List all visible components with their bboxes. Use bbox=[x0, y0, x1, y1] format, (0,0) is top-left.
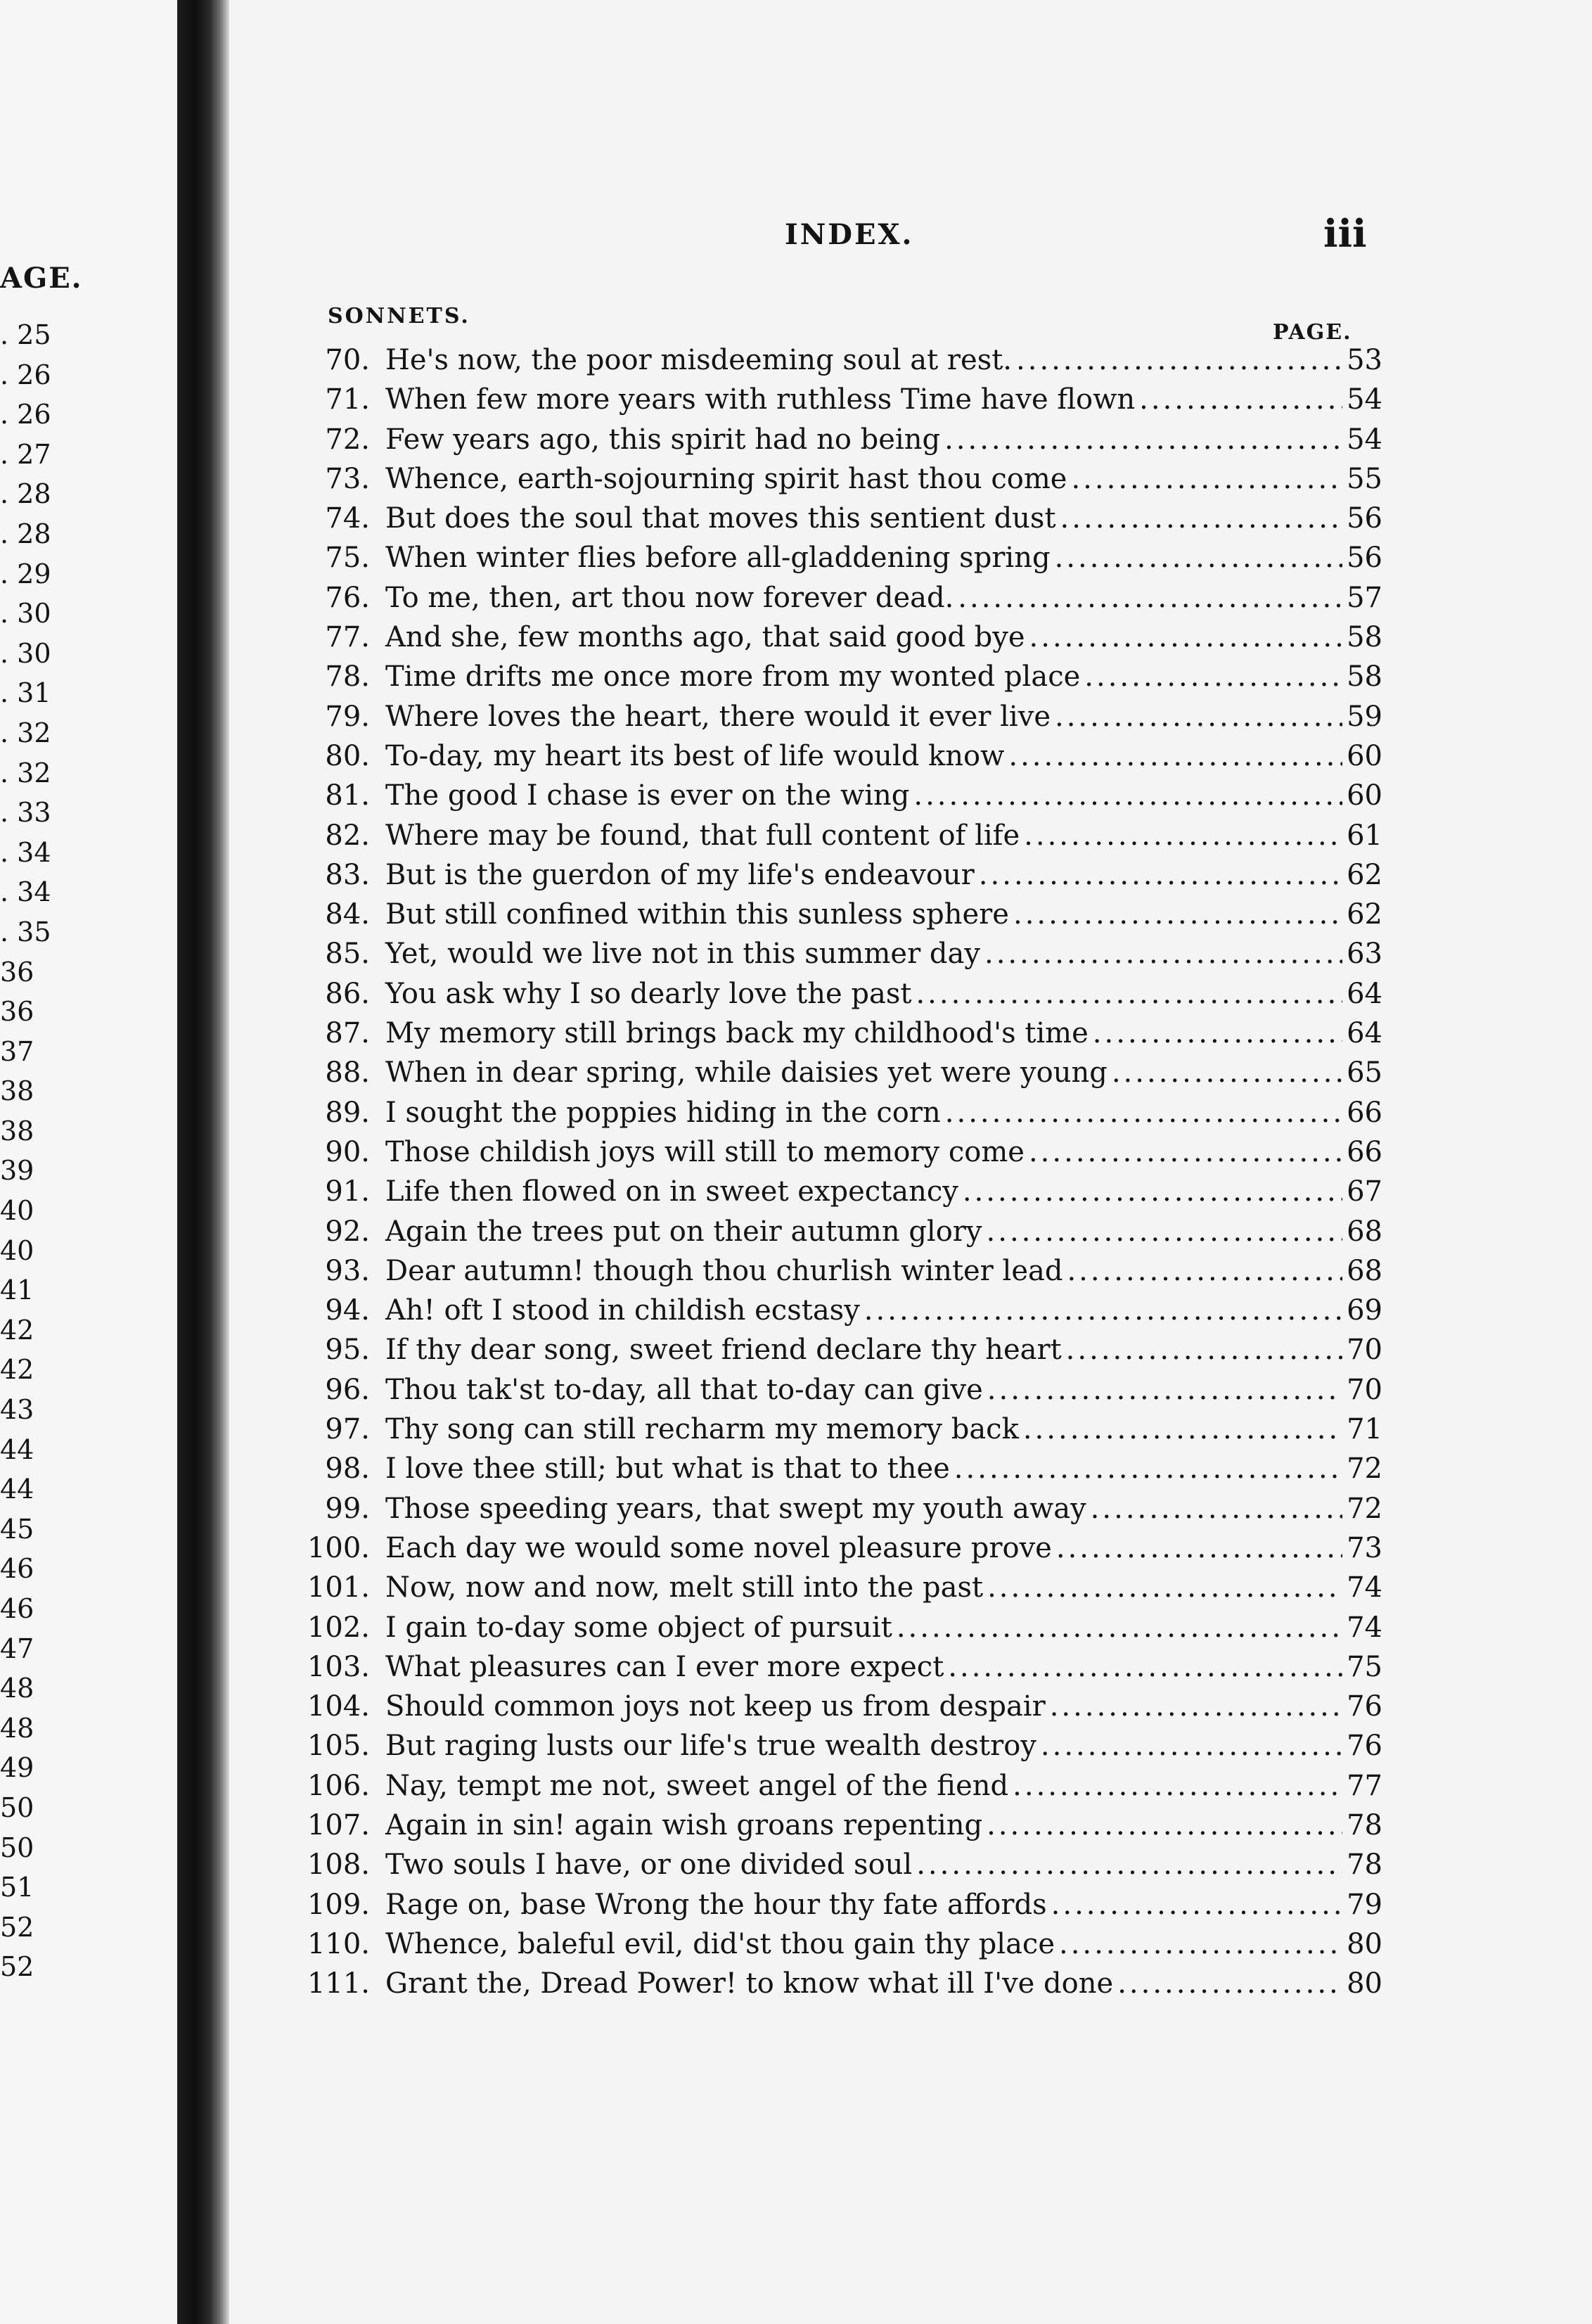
entry-number: 99. bbox=[325, 1492, 370, 1525]
entry-title: Few years ago, this spirit had no being bbox=[385, 423, 941, 456]
facing-page-number: . 30 bbox=[0, 598, 51, 630]
facing-page-number: . 31 bbox=[0, 677, 51, 709]
entry-number: 80. bbox=[325, 739, 370, 772]
index-entry bbox=[278, 1608, 1382, 1647]
entry-title: The good I chase is ever on the wing bbox=[385, 779, 910, 812]
entry-number: 83. bbox=[325, 858, 370, 891]
entry-page-number: 68 bbox=[1347, 1254, 1382, 1287]
entry-page-number: 74 bbox=[1347, 1611, 1382, 1644]
entry-title: He's now, the poor misdeeming soul at rest. bbox=[385, 344, 1013, 376]
entry-page-number: 78 bbox=[1347, 1808, 1382, 1841]
dot-leader bbox=[1112, 1053, 1342, 1092]
entry-page-number: 66 bbox=[1347, 1096, 1382, 1129]
facing-page-number: 46 bbox=[0, 1553, 34, 1585]
facing-page-number: 46 bbox=[0, 1593, 34, 1624]
entry-title: I love thee still; but what is that to thee bbox=[385, 1452, 950, 1486]
dot-leader bbox=[987, 1212, 1343, 1251]
entry-title: Thou tak'st to-day, all that to-day can give bbox=[385, 1373, 983, 1406]
entry-title: When few more years with ruthless Time have flown bbox=[385, 383, 1136, 416]
dot-leader bbox=[913, 776, 1342, 815]
entry-page-number: 80 bbox=[1347, 1927, 1382, 1960]
entry-title: Life then flowed on in sweet expectancy bbox=[385, 1175, 958, 1208]
entry-number: 75. bbox=[325, 542, 370, 575]
facing-page-number: . 34 bbox=[0, 876, 51, 908]
facing-page-number: 43 bbox=[0, 1394, 34, 1426]
dot-leader bbox=[1029, 1132, 1342, 1172]
entry-page-number: 75 bbox=[1347, 1650, 1382, 1683]
entry-page-number: 70 bbox=[1347, 1334, 1382, 1367]
dot-leader bbox=[1051, 1885, 1342, 1924]
entry-page-number: 78 bbox=[1347, 1849, 1382, 1882]
entry-number: 93. bbox=[325, 1254, 370, 1287]
dot-leader bbox=[1084, 657, 1342, 696]
entry-number: 96. bbox=[325, 1373, 370, 1406]
dot-leader bbox=[916, 1845, 1342, 1884]
dot-leader bbox=[1050, 1687, 1342, 1726]
facing-page-number: 40 bbox=[0, 1234, 34, 1266]
entry-title: But does the soul that moves this sentient dust bbox=[385, 502, 1056, 535]
facing-page-number: 42 bbox=[0, 1314, 34, 1346]
index-entry bbox=[278, 340, 1382, 380]
entry-page-number: 76 bbox=[1347, 1730, 1382, 1763]
facing-page-number: . 33 bbox=[0, 797, 51, 829]
entry-number: 78. bbox=[325, 660, 370, 694]
facing-page-number: 39 bbox=[0, 1155, 34, 1187]
facing-page-number: 51 bbox=[0, 1872, 34, 1903]
entry-number: 79. bbox=[325, 700, 370, 733]
index-entry bbox=[278, 1766, 1382, 1806]
dot-leader bbox=[1091, 1489, 1342, 1528]
index-entry bbox=[278, 934, 1382, 973]
entry-title: But still confined within this sunless sphere bbox=[385, 898, 1009, 931]
facing-page-number: 40 bbox=[0, 1195, 34, 1227]
entry-page-number: 56 bbox=[1347, 502, 1382, 535]
entry-number: 109. bbox=[307, 1888, 370, 1921]
entry-number: 108. bbox=[307, 1849, 370, 1882]
entry-number: 73. bbox=[325, 462, 370, 495]
dot-leader bbox=[1013, 1766, 1342, 1806]
entry-title: To me, then, art thou now forever dead. bbox=[385, 581, 954, 614]
facing-page-number: 38 bbox=[0, 1075, 34, 1107]
entry-page-number: 62 bbox=[1347, 858, 1382, 891]
entry-title: But raging lusts our life's true wealth destroy bbox=[385, 1730, 1036, 1763]
entry-number: 101. bbox=[307, 1571, 370, 1604]
dot-leader bbox=[916, 974, 1342, 1014]
entry-page-number: 71 bbox=[1347, 1413, 1382, 1446]
entry-page-number: 74 bbox=[1347, 1571, 1382, 1604]
entry-page-number: 53 bbox=[1347, 344, 1382, 376]
index-entry bbox=[278, 380, 1382, 419]
index-entry bbox=[278, 538, 1382, 577]
entry-title: Whence, baleful evil, did'st thou gain thy place bbox=[385, 1927, 1055, 1960]
dot-leader bbox=[1066, 1330, 1342, 1370]
facing-page-number: . 25 bbox=[0, 319, 51, 350]
entry-page-number: 60 bbox=[1347, 739, 1382, 772]
page-number: iii bbox=[1323, 211, 1367, 256]
index-entry bbox=[278, 578, 1382, 618]
entry-number: 85. bbox=[325, 938, 370, 971]
entry-title: Should common joys not keep us from despair bbox=[385, 1690, 1046, 1723]
facing-page-number: . 29 bbox=[0, 558, 51, 589]
dot-leader bbox=[944, 420, 1342, 459]
entry-number: 92. bbox=[325, 1215, 370, 1248]
dot-leader bbox=[1041, 1726, 1342, 1766]
entry-page-number: 58 bbox=[1347, 660, 1382, 694]
index-entry bbox=[278, 1489, 1382, 1528]
entry-number: 89. bbox=[325, 1096, 370, 1129]
entry-page-number: 79 bbox=[1347, 1888, 1382, 1921]
entry-title: Where loves the heart, there would it ever live bbox=[385, 700, 1051, 733]
entry-page-number: 59 bbox=[1347, 700, 1382, 733]
entry-number: 71. bbox=[325, 383, 370, 416]
entry-number: 81. bbox=[325, 779, 370, 812]
section-label: SONNETS. bbox=[328, 304, 470, 328]
entry-page-number: 67 bbox=[1347, 1175, 1382, 1208]
index-entry bbox=[278, 1330, 1382, 1370]
index-entry bbox=[278, 776, 1382, 815]
index-entry bbox=[278, 1845, 1382, 1884]
entry-number: 88. bbox=[325, 1056, 370, 1090]
entry-number: 87. bbox=[325, 1017, 370, 1050]
entry-number: 82. bbox=[325, 819, 370, 852]
entry-number: 97. bbox=[325, 1413, 370, 1446]
facing-page-number: . 30 bbox=[0, 637, 51, 669]
entry-number: 100. bbox=[307, 1531, 370, 1564]
entry-number: 84. bbox=[325, 898, 370, 931]
entry-page-number: 61 bbox=[1347, 819, 1382, 852]
entry-number: 70. bbox=[325, 344, 370, 376]
dot-leader bbox=[1056, 1528, 1342, 1568]
index-entry bbox=[278, 1885, 1382, 1924]
entry-title: Time drifts me once more from my wonted place bbox=[385, 660, 1081, 694]
entry-page-number: 54 bbox=[1347, 383, 1382, 416]
entry-number: 86. bbox=[325, 977, 370, 1010]
facing-page-number: 47 bbox=[0, 1633, 34, 1664]
facing-page-number: . 26 bbox=[0, 359, 51, 390]
entry-page-number: 54 bbox=[1347, 423, 1382, 456]
facing-page-number: . 34 bbox=[0, 836, 51, 868]
facing-page-number: . 28 bbox=[0, 518, 51, 549]
index-entry bbox=[278, 1014, 1382, 1053]
entry-number: 106. bbox=[307, 1769, 370, 1802]
index-entry bbox=[278, 1212, 1382, 1251]
entry-page-number: 63 bbox=[1347, 938, 1382, 971]
entry-number: 90. bbox=[325, 1135, 370, 1168]
index-entry bbox=[278, 736, 1382, 776]
dot-leader bbox=[948, 1647, 1342, 1687]
facing-page-number: . 32 bbox=[0, 717, 51, 748]
entry-title: Those childish joys will still to memory come bbox=[385, 1135, 1025, 1168]
dot-leader bbox=[979, 855, 1342, 895]
index-entry bbox=[278, 1053, 1382, 1092]
entry-title: Nay, tempt me not, sweet angel of the fiend bbox=[385, 1769, 1009, 1802]
facing-page-numbers bbox=[0, 315, 51, 1987]
entry-number: 110. bbox=[307, 1927, 370, 1960]
facing-page-number: 49 bbox=[0, 1752, 34, 1784]
index-page bbox=[229, 0, 1592, 2324]
dot-leader bbox=[1055, 697, 1342, 736]
entry-page-number: 55 bbox=[1347, 462, 1382, 495]
index-entry bbox=[278, 1528, 1382, 1568]
entry-number: 77. bbox=[325, 621, 370, 654]
entry-title: Each day we would some novel pleasure prove bbox=[385, 1531, 1052, 1564]
entry-page-number: 60 bbox=[1347, 779, 1382, 812]
entry-page-number: 70 bbox=[1347, 1373, 1382, 1406]
index-entry bbox=[278, 1568, 1382, 1607]
dot-leader bbox=[1023, 1410, 1342, 1449]
facing-page-number: . 26 bbox=[0, 399, 51, 430]
dot-leader bbox=[1055, 538, 1343, 577]
dot-leader bbox=[1067, 1251, 1342, 1291]
entry-title: My memory still brings back my childhood's time bbox=[385, 1017, 1089, 1050]
entry-title: Grant the, Dread Power! to know what ill I've done bbox=[385, 1967, 1114, 2000]
entry-title: Again the trees put on their autumn glory bbox=[385, 1215, 982, 1248]
facing-page-number: 52 bbox=[0, 1911, 34, 1943]
index-entry bbox=[278, 1132, 1382, 1172]
entry-page-number: 58 bbox=[1347, 621, 1382, 654]
facing-page-number: . 35 bbox=[0, 916, 51, 947]
index-entry bbox=[278, 1924, 1382, 1964]
entry-title: To-day, my heart its best of life would know bbox=[385, 739, 1005, 772]
index-entries bbox=[278, 340, 1382, 2003]
dot-leader bbox=[897, 1608, 1342, 1647]
entry-page-number: 62 bbox=[1347, 898, 1382, 931]
index-entry bbox=[278, 1093, 1382, 1132]
entry-title: But is the guerdon of my life's endeavour bbox=[385, 858, 975, 891]
book-gutter bbox=[177, 0, 229, 2324]
dot-leader bbox=[1024, 816, 1342, 855]
index-entry bbox=[278, 1172, 1382, 1211]
index-entry bbox=[278, 895, 1382, 934]
index-entry bbox=[278, 974, 1382, 1014]
index-entry bbox=[278, 816, 1382, 855]
dot-leader bbox=[987, 1568, 1342, 1607]
entry-title: Thy song can still recharm my memory back bbox=[385, 1413, 1019, 1446]
entry-title: Yet, would we live not in this summer day bbox=[385, 938, 980, 971]
index-entry bbox=[278, 1806, 1382, 1845]
facing-page-number: 37 bbox=[0, 1035, 34, 1067]
facing-page-number: 44 bbox=[0, 1434, 34, 1465]
entry-number: 72. bbox=[325, 423, 370, 456]
dot-leader bbox=[1013, 895, 1342, 934]
facing-page-heading: AGE. bbox=[0, 262, 83, 295]
entry-title: Dear autumn! though thou churlish winter lead bbox=[385, 1254, 1063, 1287]
facing-page-number: 41 bbox=[0, 1275, 34, 1306]
entry-page-number: 57 bbox=[1347, 581, 1382, 614]
facing-page-number: . 32 bbox=[0, 757, 51, 788]
entry-number: 104. bbox=[307, 1690, 370, 1723]
index-entry bbox=[278, 1726, 1382, 1766]
entry-title: You ask why I so dearly love the past bbox=[385, 977, 912, 1010]
facing-page-number: 42 bbox=[0, 1354, 34, 1386]
entry-number: 76. bbox=[325, 581, 370, 614]
dot-leader bbox=[963, 1172, 1342, 1211]
entry-title: Again in sin! again wish groans repenting bbox=[385, 1808, 983, 1841]
page-column-label: PAGE. bbox=[1273, 320, 1352, 345]
entry-title: Ah! oft I stood in childish ecstasy bbox=[385, 1294, 860, 1327]
entry-page-number: 73 bbox=[1347, 1531, 1382, 1564]
entry-number: 111. bbox=[307, 1967, 370, 2000]
entry-page-number: 80 bbox=[1347, 1967, 1382, 2000]
facing-page-number: 44 bbox=[0, 1474, 34, 1505]
dot-leader bbox=[1060, 499, 1343, 538]
entry-title: Whence, earth-sojourning spirit hast thou come bbox=[385, 462, 1067, 495]
index-entry bbox=[278, 1964, 1382, 2003]
dot-leader bbox=[945, 1093, 1342, 1132]
dot-leader bbox=[1139, 380, 1342, 419]
facing-page-number: . 27 bbox=[0, 438, 51, 470]
index-entry bbox=[278, 657, 1382, 696]
entry-title: Now, now and now, melt still into the past bbox=[385, 1571, 984, 1604]
entry-page-number: 68 bbox=[1347, 1215, 1382, 1248]
index-entry bbox=[278, 697, 1382, 736]
running-head: INDEX. bbox=[785, 218, 914, 251]
entry-page-number: 72 bbox=[1347, 1492, 1382, 1525]
entry-page-number: 64 bbox=[1347, 1017, 1382, 1050]
facing-page-number: 36 bbox=[0, 996, 34, 1028]
dot-leader bbox=[1071, 459, 1342, 499]
index-entry bbox=[278, 618, 1382, 657]
entry-number: 102. bbox=[307, 1611, 370, 1644]
dot-leader bbox=[1093, 1014, 1342, 1053]
entry-title: I sought the poppies hiding in the corn bbox=[385, 1096, 941, 1129]
entry-number: 103. bbox=[307, 1650, 370, 1683]
entry-title: When in dear spring, while daisies yet were young bbox=[385, 1056, 1108, 1090]
entry-number: 94. bbox=[325, 1294, 370, 1327]
entry-page-number: 76 bbox=[1347, 1690, 1382, 1723]
entry-title: If thy dear song, sweet friend declare thy heart bbox=[385, 1334, 1062, 1367]
entry-number: 107. bbox=[307, 1808, 370, 1841]
dot-leader bbox=[987, 1370, 1342, 1410]
entry-number: 98. bbox=[325, 1452, 370, 1486]
dot-leader bbox=[1029, 618, 1343, 657]
entry-number: 91. bbox=[325, 1175, 370, 1208]
index-entry bbox=[278, 459, 1382, 499]
facing-page-number: . 28 bbox=[0, 478, 51, 510]
dot-leader bbox=[1059, 1924, 1342, 1964]
dot-leader bbox=[864, 1291, 1342, 1330]
facing-page-number: 48 bbox=[0, 1712, 34, 1744]
dot-leader bbox=[987, 1806, 1342, 1845]
entry-title: I gain to-day some object of pursuit bbox=[385, 1611, 892, 1644]
facing-page-number: 45 bbox=[0, 1513, 34, 1545]
entry-page-number: 56 bbox=[1347, 542, 1382, 575]
dot-leader bbox=[1016, 340, 1342, 380]
index-entry bbox=[278, 1251, 1382, 1291]
index-entry bbox=[278, 1647, 1382, 1687]
entry-page-number: 65 bbox=[1347, 1056, 1382, 1090]
index-entry bbox=[278, 1687, 1382, 1726]
dot-leader bbox=[984, 934, 1342, 973]
entry-page-number: 64 bbox=[1347, 977, 1382, 1010]
facing-page-number: 50 bbox=[0, 1792, 34, 1823]
index-entry bbox=[278, 1449, 1382, 1488]
entry-page-number: 77 bbox=[1347, 1769, 1382, 1802]
facing-page-number: 52 bbox=[0, 1951, 34, 1983]
index-entry bbox=[278, 420, 1382, 459]
facing-page-number: 36 bbox=[0, 956, 34, 988]
dot-leader bbox=[1008, 736, 1342, 776]
entry-title: Rage on, base Wrong the hour thy fate affords bbox=[385, 1888, 1047, 1921]
index-entry bbox=[278, 1291, 1382, 1330]
index-entry bbox=[278, 499, 1382, 538]
facing-page bbox=[0, 0, 176, 2324]
entry-page-number: 66 bbox=[1347, 1135, 1382, 1168]
entry-title: Two souls I have, or one divided soul bbox=[385, 1849, 913, 1882]
entry-page-number: 72 bbox=[1347, 1452, 1382, 1486]
entry-number: 74. bbox=[325, 502, 370, 535]
facing-page-number: 50 bbox=[0, 1832, 34, 1863]
facing-page-number: 38 bbox=[0, 1115, 34, 1147]
entry-title: When winter flies before all-gladdening spring bbox=[385, 542, 1051, 575]
entry-page-number: 69 bbox=[1347, 1294, 1382, 1327]
entry-title: And she, few months ago, that said good bye bbox=[385, 621, 1025, 654]
facing-page-number: 48 bbox=[0, 1673, 34, 1704]
entry-number: 95. bbox=[325, 1334, 370, 1367]
entry-title: Where may be found, that full content of life bbox=[385, 819, 1020, 852]
index-entry bbox=[278, 1370, 1382, 1410]
index-entry bbox=[278, 1410, 1382, 1449]
entry-title: What pleasures can I ever more expect bbox=[385, 1650, 944, 1683]
dot-leader bbox=[958, 578, 1342, 618]
index-entry bbox=[278, 855, 1382, 895]
entry-number: 105. bbox=[307, 1730, 370, 1763]
dot-leader bbox=[954, 1449, 1342, 1488]
dot-leader bbox=[1117, 1964, 1342, 2003]
entry-title: Those speeding years, that swept my youth away bbox=[385, 1492, 1086, 1525]
